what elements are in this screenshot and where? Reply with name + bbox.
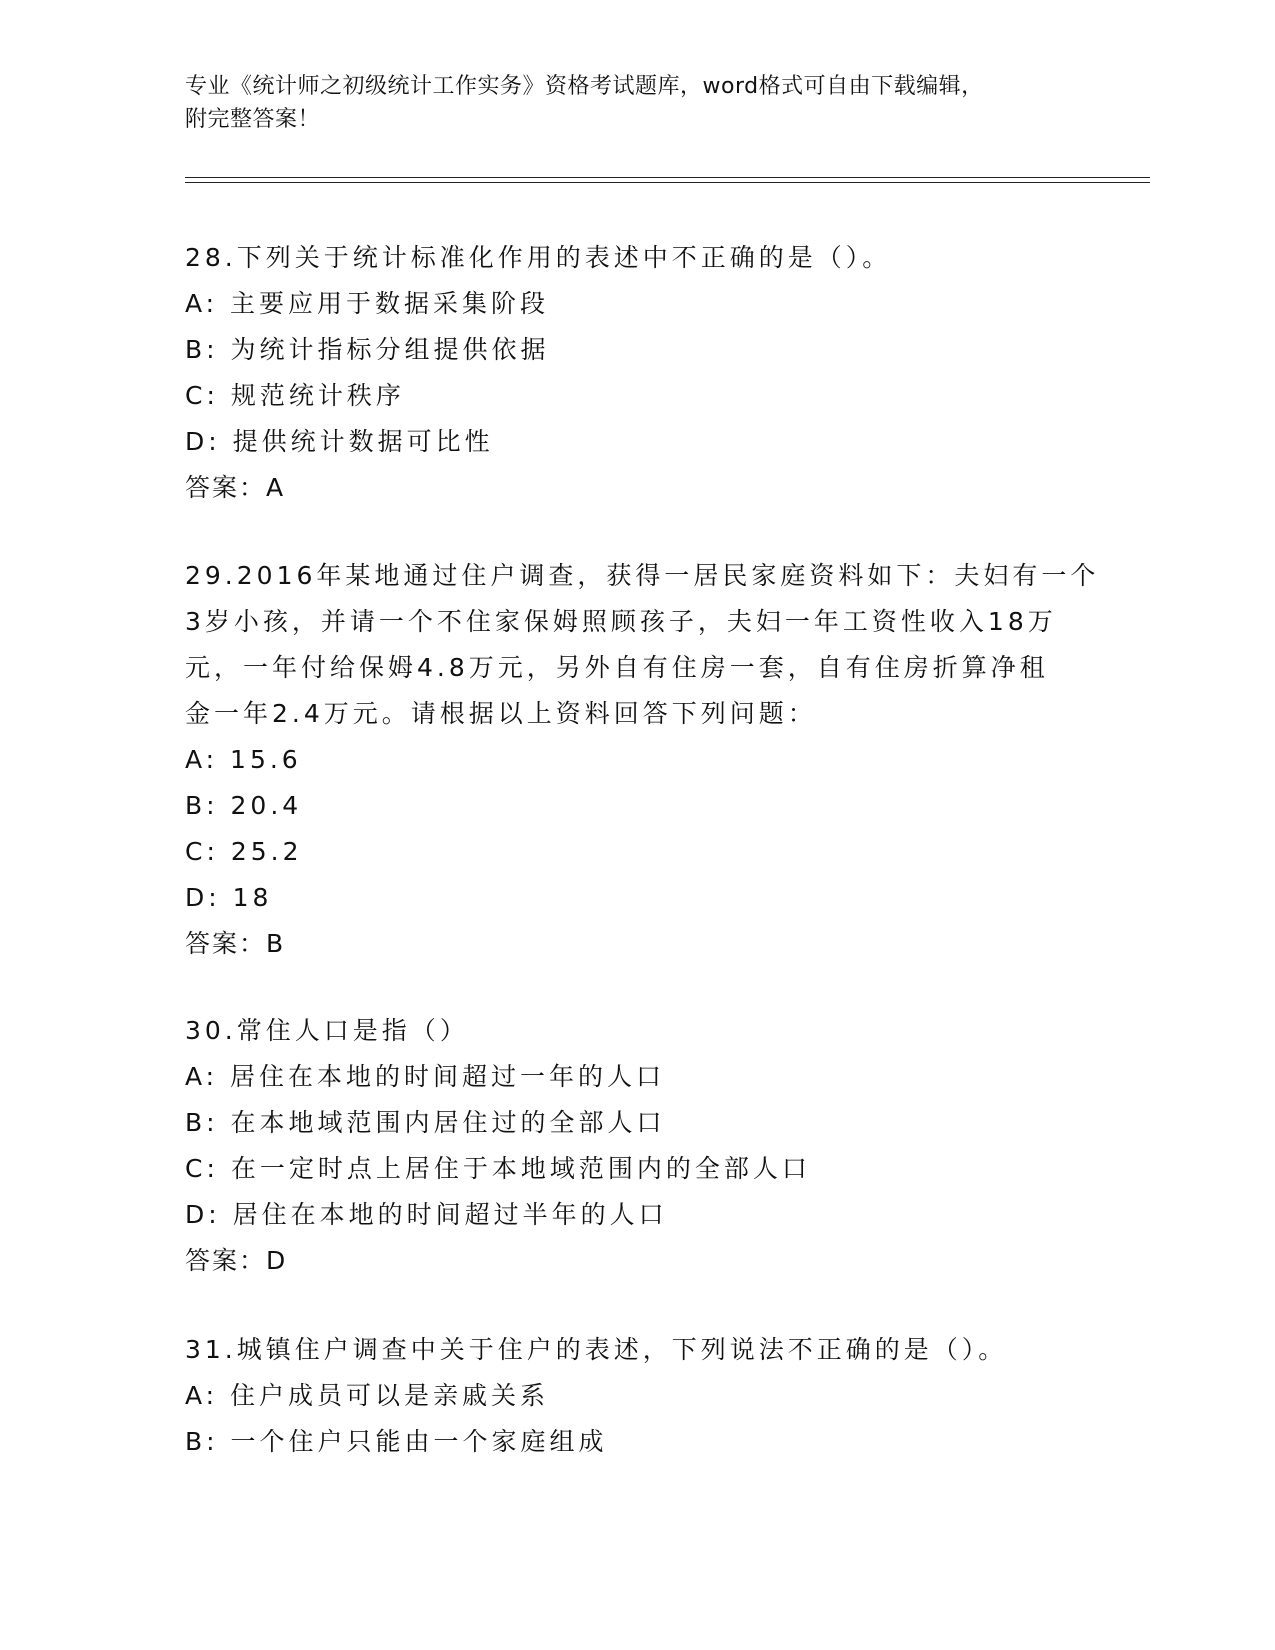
option-b: B: 为统计指标分组提供依据 [185,335,550,364]
option-a: A: 居住在本地的时间超过一年的人口 [185,1062,666,1091]
question-29 [185,553,1100,967]
option-b: B: 在本地域范围内居住过的全部人口 [185,1108,666,1137]
question-stem: 31.城镇住户调查中关于住户的表述，下列说法不正确的是（）。 [185,1335,1008,1364]
question-31 [185,1327,1085,1465]
question-stem: 元，一年付给保姆4.8万元，另外自有住房一套，自有住房折算净租 [185,653,1049,682]
header-line-2: 附完整答案！ [185,107,321,132]
option-a: A: 主要应用于数据采集阶段 [185,289,550,318]
answer-label: 答案：A [185,473,286,502]
question-stem: 28.下列关于统计标准化作用的表述中不正确的是（）。 [185,243,892,272]
option-c: C: 在一定时点上居住于本地域范围内的全部人口 [185,1154,811,1183]
answer-label: 答案：B [185,929,286,958]
option-c: C: 25.2 [185,837,303,866]
option-a: A: 15.6 [185,745,302,774]
question-30 [185,1008,1085,1284]
header-line-1: 专业《统计师之初级统计工作实务》资格考试题库，word格式可自由下载编辑， [185,74,984,99]
option-d: D: 提供统计数据可比性 [185,427,494,456]
question-stem: 3岁小孩，并请一个不住家保姆照顾孩子，夫妇一年工资性收入18万 [185,607,1057,636]
header-divider-bottom [185,182,1150,183]
option-b: B: 20.4 [185,791,303,820]
answer-label: 答案：D [185,1246,288,1275]
question-stem: 金一年2.4万元。请根据以上资料回答下列问题： [185,699,817,728]
document-header [185,70,1085,136]
question-28 [185,235,1085,511]
option-d: D: 18 [185,883,273,912]
option-d: D: 居住在本地的时间超过半年的人口 [185,1200,668,1229]
option-b: B: 一个住户只能由一个家庭组成 [185,1427,608,1456]
question-stem: 29.2016年某地通过住户调查，获得一居民家庭资料如下：夫妇有一个 [185,561,1100,590]
header-divider-top [185,177,1150,178]
question-stem: 30.常住人口是指（） [185,1016,469,1045]
option-c: C: 规范统计秩序 [185,381,405,410]
option-a: A: 住户成员可以是亲戚关系 [185,1381,550,1410]
